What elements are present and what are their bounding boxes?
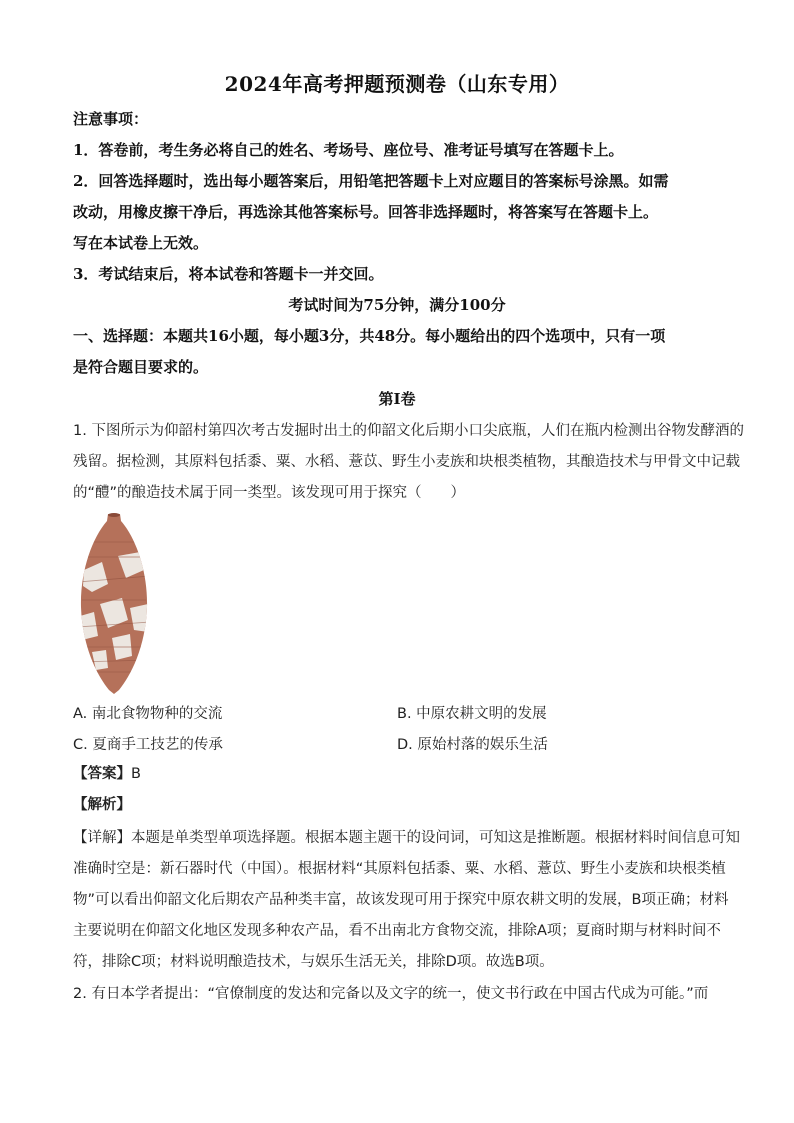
page-title: 2024年高考押题预测卷（山东专用） xyxy=(224,72,570,96)
pointed-bottom-bottle-image xyxy=(78,512,150,694)
detail-line-3: 物”可以看出仰韶文化后期农产品种类丰富，故该发现可用于探究中原农耕文明的发展，B项正确；材料 xyxy=(73,892,729,908)
detail-line-5: 符，排除C项；材料说明酿造技术，与娱乐生活无关，排除D项。故选B项。 xyxy=(73,954,554,970)
question-1-stem-line-3: 的“醴”的酿造技术属于同一类型。该发现可用于探究（ ） xyxy=(73,485,466,501)
question-1-stem-line-2: 残留。据检测，其原料包括黍、粟、水稻、薏苡、野生小麦族和块根类植物，其酿造技术与甲骨文中记载 xyxy=(73,454,740,470)
notice-item-1: 1．答卷前，考生务必将自己的姓名、考场号、座位号、准考证号填写在答题卡上。 xyxy=(73,141,624,159)
notice-item-2-line-2: 改动，用橡皮擦干净后，再选涂其他答案标号。回答非选择题时，将答案写在答题卡上。 xyxy=(73,203,659,221)
answer-line xyxy=(73,764,733,784)
option-c: C. 夏商手工技艺的传承 xyxy=(73,737,223,753)
analysis-label: 【解析】 xyxy=(73,797,131,813)
section-heading-line-1: 一、选择题：本题共16小题，每小题3分，共48分。每小题给出的四个选项中，只有一项 xyxy=(73,327,666,345)
option-d: D. 原始村落的娱乐生活 xyxy=(397,737,548,753)
volume-heading: 第Ⅰ卷 xyxy=(378,390,416,408)
exam-time: 考试时间为75分钟，满分100分 xyxy=(288,296,506,314)
answer-label: 【答案】 xyxy=(73,766,131,782)
detail-line-1: 【详解】本题是单类型单项选择题。根据本题主题干的设问词，可知这是推断题。根据材料时间信息可知 xyxy=(73,830,740,846)
option-a: A. 南北食物物种的交流 xyxy=(73,706,223,722)
answer-value: B xyxy=(131,766,141,782)
section-heading-line-2: 是符合题目要求的。 xyxy=(73,358,209,376)
notice-item-3: 3．考试结束后，将本试卷和答题卡一并交回。 xyxy=(73,265,384,283)
detail-line-4: 主要说明在仰韶文化地区发现多种农产品，看不出南北方食物交流，排除A项；夏商时期与材料时间不 xyxy=(73,923,721,939)
option-b: B. 中原农耕文明的发展 xyxy=(397,706,547,722)
notice-heading: 注意事项： xyxy=(73,110,149,128)
question-1-stem-line-1: 1. 下图所示为仰韶村第四次考古发掘时出土的仰韶文化后期小口尖底瓶，人们在瓶内检测出谷物发酵酒的 xyxy=(73,423,744,439)
question-2-stem-line-1: 2. 有日本学者提出：“官僚制度的发达和完备以及文字的统一，使文书行政在中国古代成为可能。”而 xyxy=(73,986,709,1002)
notice-item-2-line-1: 2．回答选择题时，选出每小题答案后，用铅笔把答题卡上对应题目的答案标号涂黑。如需 xyxy=(73,172,669,190)
notice-item-2-line-3: 写在本试卷上无效。 xyxy=(73,234,209,252)
detail-line-2: 准确时空是：新石器时代（中国）。根据材料“其原料包括黍、粟、水稻、薏苡、野生小麦族和块根类植 xyxy=(73,861,726,877)
